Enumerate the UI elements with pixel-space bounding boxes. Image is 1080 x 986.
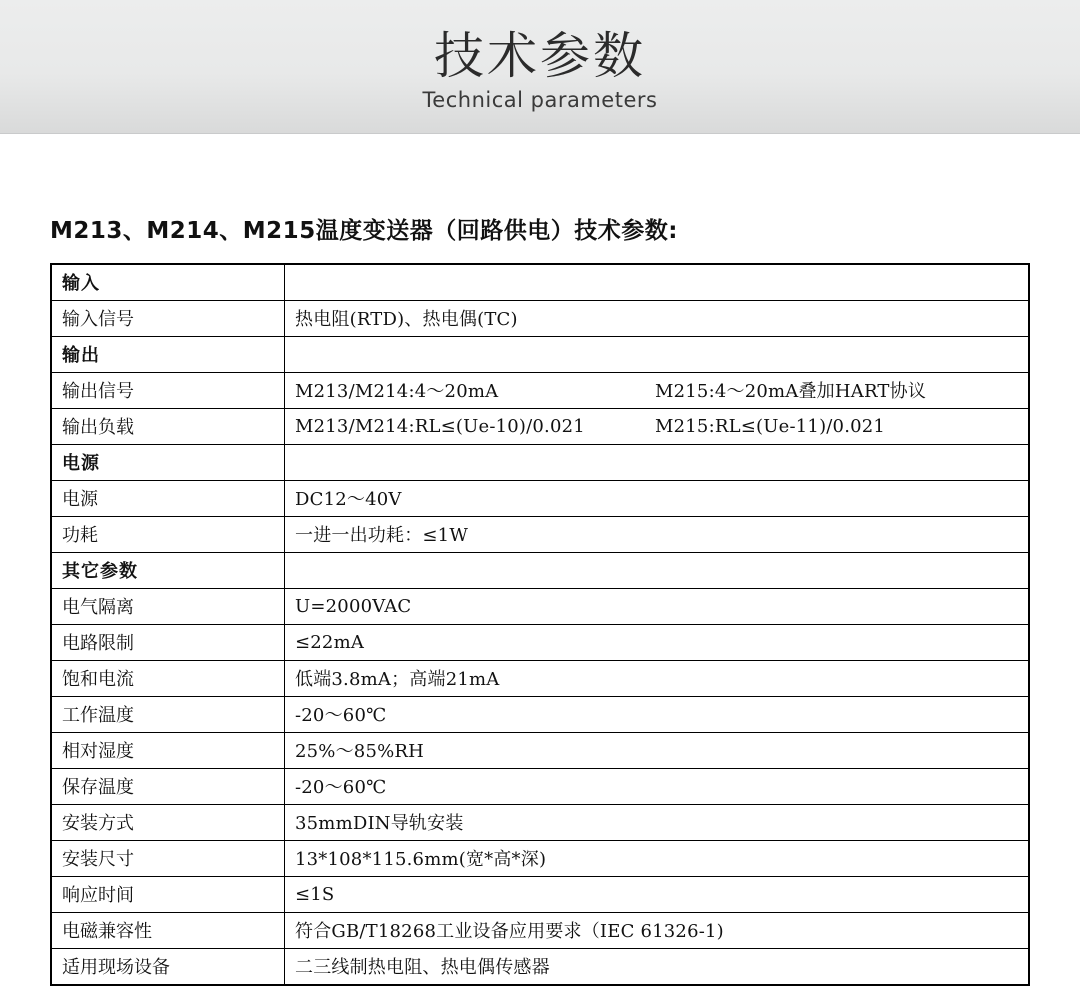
table-row: [51, 481, 1029, 517]
document-content: [0, 212, 1080, 986]
row-value: 低端3.8mA；高端21mA: [285, 661, 1030, 697]
row-label: 输入信号: [51, 301, 285, 337]
table-row: [51, 841, 1029, 877]
banner-subtitle: Technical parameters: [422, 87, 658, 112]
row-label: 输出: [51, 337, 285, 373]
table-row: [51, 769, 1029, 805]
table-row: [51, 553, 1029, 589]
row-value: U=2000VAC: [285, 589, 1030, 625]
table-row: [51, 589, 1029, 625]
row-label: 电路限制: [51, 625, 285, 661]
specifications-table: [50, 263, 1030, 986]
row-label: 输入: [51, 264, 285, 301]
row-value: 一进一出功耗：≤1W: [285, 517, 1030, 553]
row-value: [285, 445, 1030, 481]
row-value-primary: M213/M214:RL≤(Ue-10)/0.021: [295, 415, 585, 437]
row-value: 符合GB/T18268工业设备应用要求（IEC 61326-1): [285, 913, 1030, 949]
row-value: -20～60℃: [285, 769, 1030, 805]
row-value: 二三线制热电阻、热电偶传感器: [285, 949, 1030, 986]
row-value: ≤22mA: [285, 625, 1030, 661]
row-value: [285, 373, 1030, 409]
row-value: 25%～85%RH: [285, 733, 1030, 769]
table-row: [51, 697, 1029, 733]
row-label: 相对湿度: [51, 733, 285, 769]
row-label: 工作温度: [51, 697, 285, 733]
row-label: 安装尺寸: [51, 841, 285, 877]
row-label: 输出负载: [51, 409, 285, 445]
row-value: 热电阻(RTD)、热电偶(TC): [285, 301, 1030, 337]
table-row: [51, 301, 1029, 337]
table-row: [51, 733, 1029, 769]
row-value: ≤1S: [285, 877, 1030, 913]
row-label: 输出信号: [51, 373, 285, 409]
row-label: 其它参数: [51, 553, 285, 589]
table-row: [51, 373, 1029, 409]
table-row: [51, 264, 1029, 301]
row-value: 13*108*115.6mm(宽*高*深): [285, 841, 1030, 877]
table-row: [51, 913, 1029, 949]
table-row: [51, 625, 1029, 661]
row-value: DC12～40V: [285, 481, 1030, 517]
row-value: -20～60℃: [285, 697, 1030, 733]
row-value: [285, 337, 1030, 373]
row-label: 电源: [51, 481, 285, 517]
banner-title: 技术参数: [434, 26, 646, 85]
table-row: [51, 517, 1029, 553]
row-label: 饱和电流: [51, 661, 285, 697]
table-body: [51, 264, 1029, 985]
table-row: [51, 661, 1029, 697]
row-value: 35mmDIN导轨安装: [285, 805, 1030, 841]
row-label: 电磁兼容性: [51, 913, 285, 949]
table-row: [51, 445, 1029, 481]
row-value: [285, 553, 1030, 589]
row-value-secondary: M215:RL≤(Ue-11)/0.021: [655, 415, 886, 437]
table-row: [51, 949, 1029, 986]
page-title: M213、M214、M215温度变送器（回路供电）技术参数:: [50, 218, 678, 244]
page-banner: [0, 0, 1080, 134]
table-row: [51, 877, 1029, 913]
row-value: [285, 264, 1030, 301]
row-label: 安装方式: [51, 805, 285, 841]
table-row: [51, 337, 1029, 373]
row-label: 电气隔离: [51, 589, 285, 625]
row-value: [285, 409, 1030, 445]
row-label: 适用现场设备: [51, 949, 285, 986]
row-label: 电源: [51, 445, 285, 481]
row-value-secondary: M215:4～20mA叠加HART协议: [655, 381, 927, 402]
row-label: 保存温度: [51, 769, 285, 805]
table-row: [51, 805, 1029, 841]
row-label: 响应时间: [51, 877, 285, 913]
row-value-primary: M213/M214:4～20mA: [295, 381, 499, 402]
table-row: [51, 409, 1029, 445]
row-label: 功耗: [51, 517, 285, 553]
